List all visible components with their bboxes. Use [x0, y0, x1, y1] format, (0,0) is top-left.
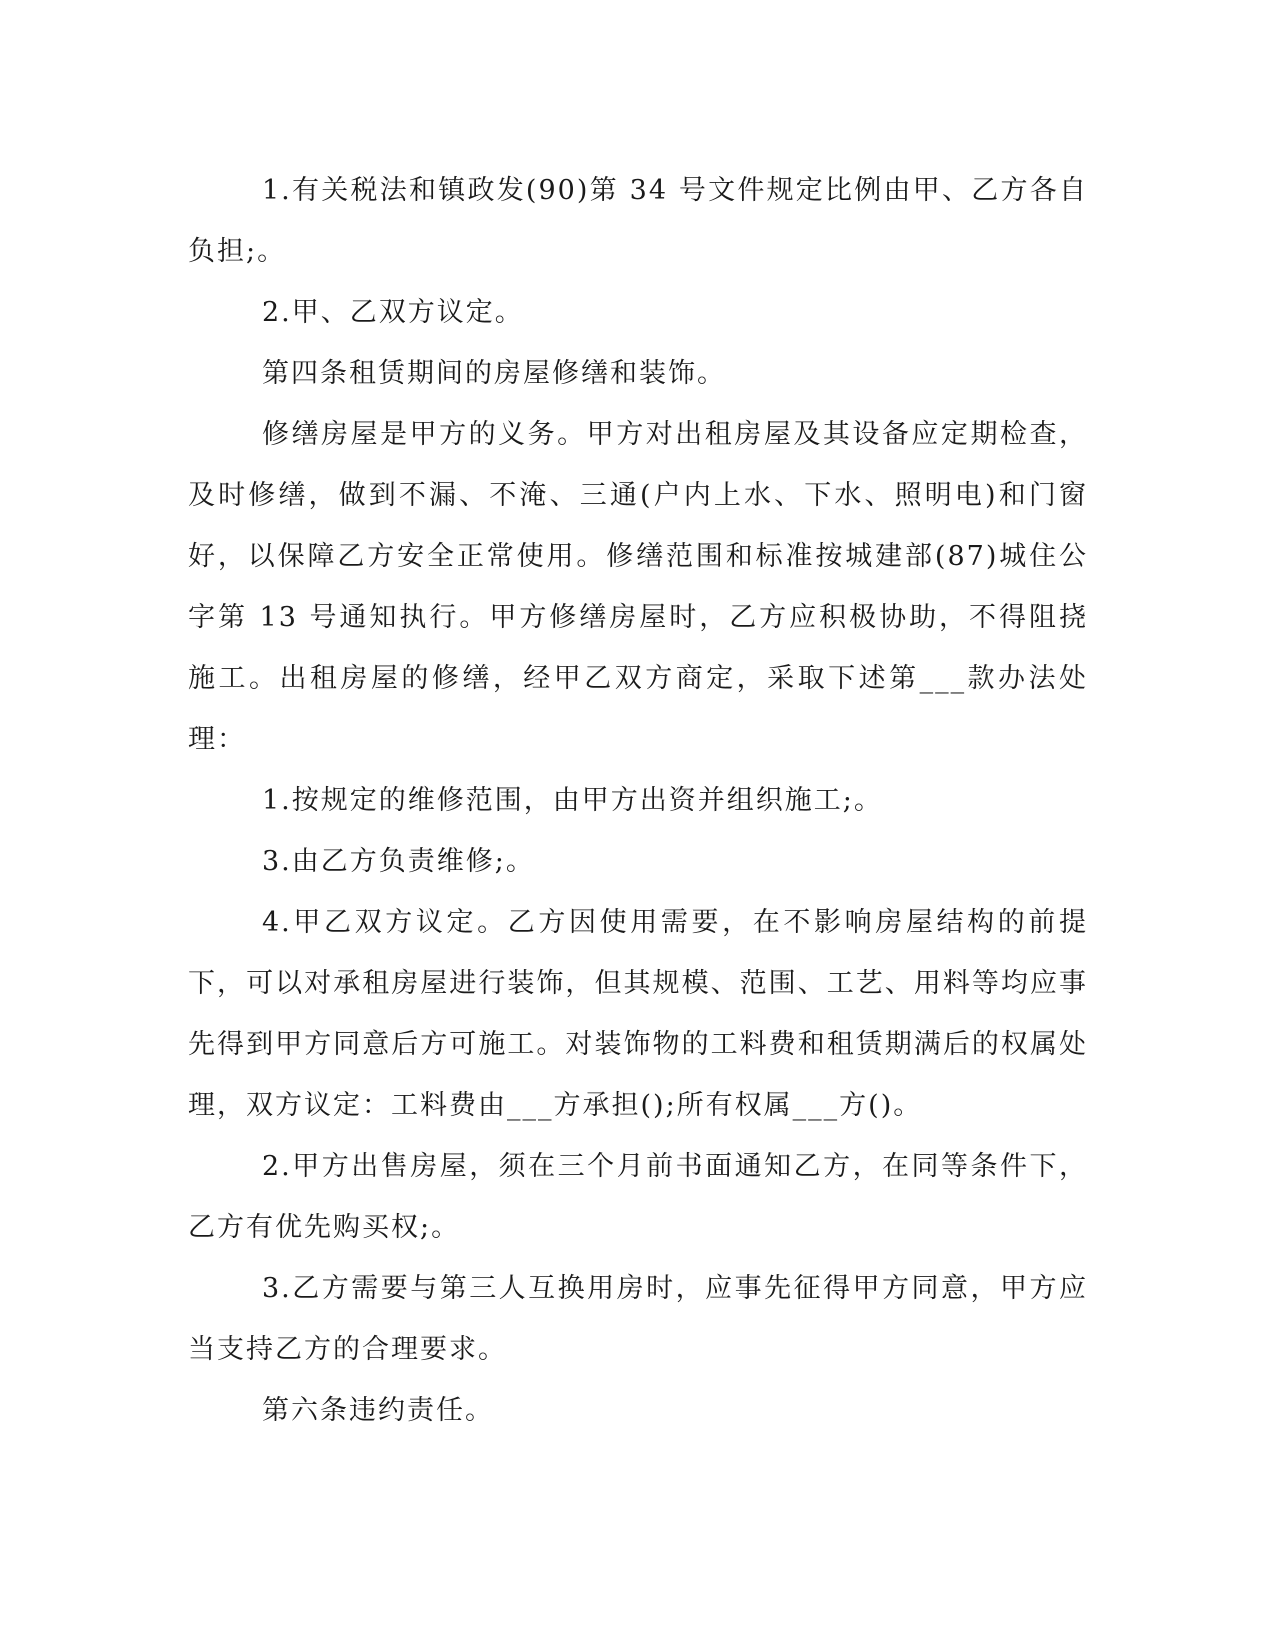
paragraph-sale-notice: 2.甲方出售房屋，须在三个月前书面通知乙方，在同等条件下，乙方有优先购买权;。 [188, 1151, 1088, 1243]
article-four-heading: 第四条租赁期间的房屋修缮和装饰。 [262, 358, 726, 389]
paragraph-repair-option-1: 1.按规定的维修范围，由甲方出资并组织施工;。 [262, 785, 883, 816]
paragraph-repair-option-3: 3.由乙方负责维修;。 [262, 846, 535, 877]
paragraph-mutual-agreement: 2.甲、乙双方议定。 [262, 297, 524, 328]
paragraph-repair-obligation: 修缮房屋是甲方的义务。甲方对出租房屋及其设备应定期检查，及时修缮，做到不漏、不淹、三通(户内上水、下水、照明电)和门窗好，以保障乙方安全正常使用。修缮范围和标准按城建部(87)城住公字第 13 号通知执行。甲方修缮房屋时，乙方应积极协助，不得阻挠施工。出租房屋的修缮，经甲乙双方商定，采取下述第___款办法处理： [188, 419, 1088, 755]
article-six-heading: 第六条违约责任。 [262, 1395, 494, 1426]
paragraph-exchange-housing: 3.乙方需要与第三人互换用房时，应事先征得甲方同意，甲方应当支持乙方的合理要求。 [188, 1273, 1088, 1365]
paragraph-decoration: 4.甲乙双方议定。乙方因使用需要，在不影响房屋结构的前提下，可以对承租房屋进行装饰，但其规模、范围、工艺、用料等均应事先得到甲方同意后方可施工。对装饰物的工料费和租赁期满后的权属处理，双方议定：工料费由___方承担();所有权属___方()。 [188, 907, 1088, 1121]
document-body [188, 160, 1088, 1441]
paragraph-tax-burden: 1.有关税法和镇政发(90)第 34 号文件规定比例由甲、乙方各自负担;。 [188, 175, 1088, 267]
